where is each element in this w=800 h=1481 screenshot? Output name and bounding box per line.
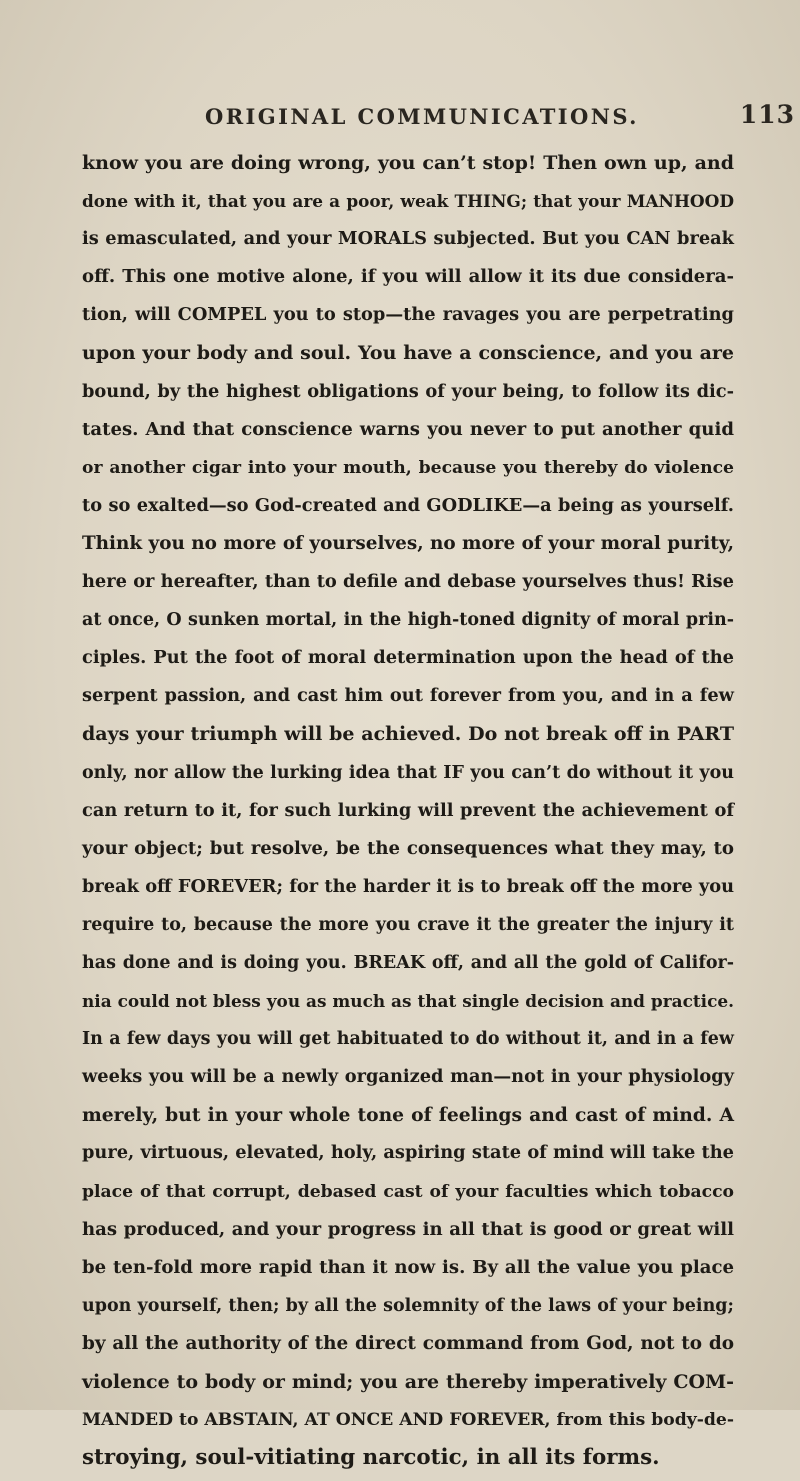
text-line: nia could not bless you as much as that single decision and practice.	[82, 991, 734, 1012]
text-line: pure, virtuous, elevated, holy, aspiring state of mind will take the	[82, 1142, 734, 1164]
text-line: tates. And that conscience warns you never to put another quid	[82, 418, 734, 440]
text-line: days your triumph will be achieved. Do not break off in PART	[82, 723, 734, 746]
text-line: Think you no more of yourselves, no more of your moral purity,	[82, 532, 735, 554]
text-line: to so exalted—so God-created and GODLIKE—a being as yourself.	[82, 494, 734, 516]
text-line: only, nor allow the lurking idea that IF you can’t do without it you	[82, 762, 734, 783]
text-line: be ten-fold more rapid than it now is. By all the value you place	[82, 1256, 734, 1278]
text-line: bound, by the highest obligations of your being, to follow its dic-	[82, 380, 734, 402]
text-line: upon yourself, then; by all the solemnity of the laws of your being;	[82, 1295, 734, 1316]
text-line: require to, because the more you crave it the greater the injury it	[82, 914, 734, 935]
text-line: stroying, soul-vitiating narcotic, in all its forms.	[82, 1445, 660, 1471]
page-number: 113	[739, 100, 795, 129]
text-line: break off FOREVER; for the harder it is to break off the more you	[82, 875, 734, 897]
text-line: is emasculated, and your MORALS subjected. But you CAN break	[82, 228, 734, 250]
text-line: merely, but in your whole tone of feelings and cast of mind. A	[82, 1104, 734, 1127]
body-text	[82, 148, 734, 1481]
text-line: know you are doing wrong, you can’t stop! Then own up, and	[82, 152, 734, 174]
text-line: can return to it, for such lurking will prevent the achievement of	[82, 799, 734, 821]
text-line: tion, will COMPEL you to stop—the ravages you are perpetrating	[82, 304, 734, 326]
text-line: MANDED to ABSTAIN, AT ONCE AND FOREVER, from this body-de-	[82, 1410, 734, 1431]
text-line: has done and is doing you. BREAK off, and all the gold of Califor-	[82, 952, 734, 973]
text-line: place of that corrupt, debased cast of your faculties which tobacco	[82, 1181, 734, 1202]
text-line: weeks you will be a newly organized man—not in your physiology	[82, 1066, 734, 1088]
text-line: done with it, that you are a poor, weak THING; that your MANHOOD	[82, 191, 734, 212]
text-line: or another cigar into your mouth, because you thereby do violence	[82, 457, 734, 478]
text-line: here or hereafter, than to defile and debase yourselves thus! Rise	[82, 571, 734, 593]
text-line: at once, O sunken mortal, in the high-toned dignity of moral prin-	[82, 610, 734, 631]
text-line: by all the authority of the direct command from God, not to do	[82, 1332, 734, 1354]
text-line: ciples. Put the foot of moral determination upon the head of the	[82, 647, 734, 669]
text-line: has produced, and your progress in all that is good or great will	[82, 1218, 734, 1240]
text-line: your object; but resolve, be the consequences what they may, to	[82, 837, 734, 859]
text-line: serpent passion, and cast him out forever from you, and in a few	[82, 685, 734, 707]
text-line: In a few days you will get habituated to do without it, and in a few	[82, 1029, 734, 1050]
text-line: upon your body and soul. You have a conscience, and you are	[82, 342, 734, 365]
text-line: off. This one motive alone, if you will allow it its due considera-	[82, 266, 734, 288]
text-line: violence to body or mind; you are thereby imperatively COM-	[82, 1371, 734, 1393]
page-header	[205, 100, 795, 134]
running-head: ORIGINAL COMMUNICATIONS.	[205, 104, 639, 129]
